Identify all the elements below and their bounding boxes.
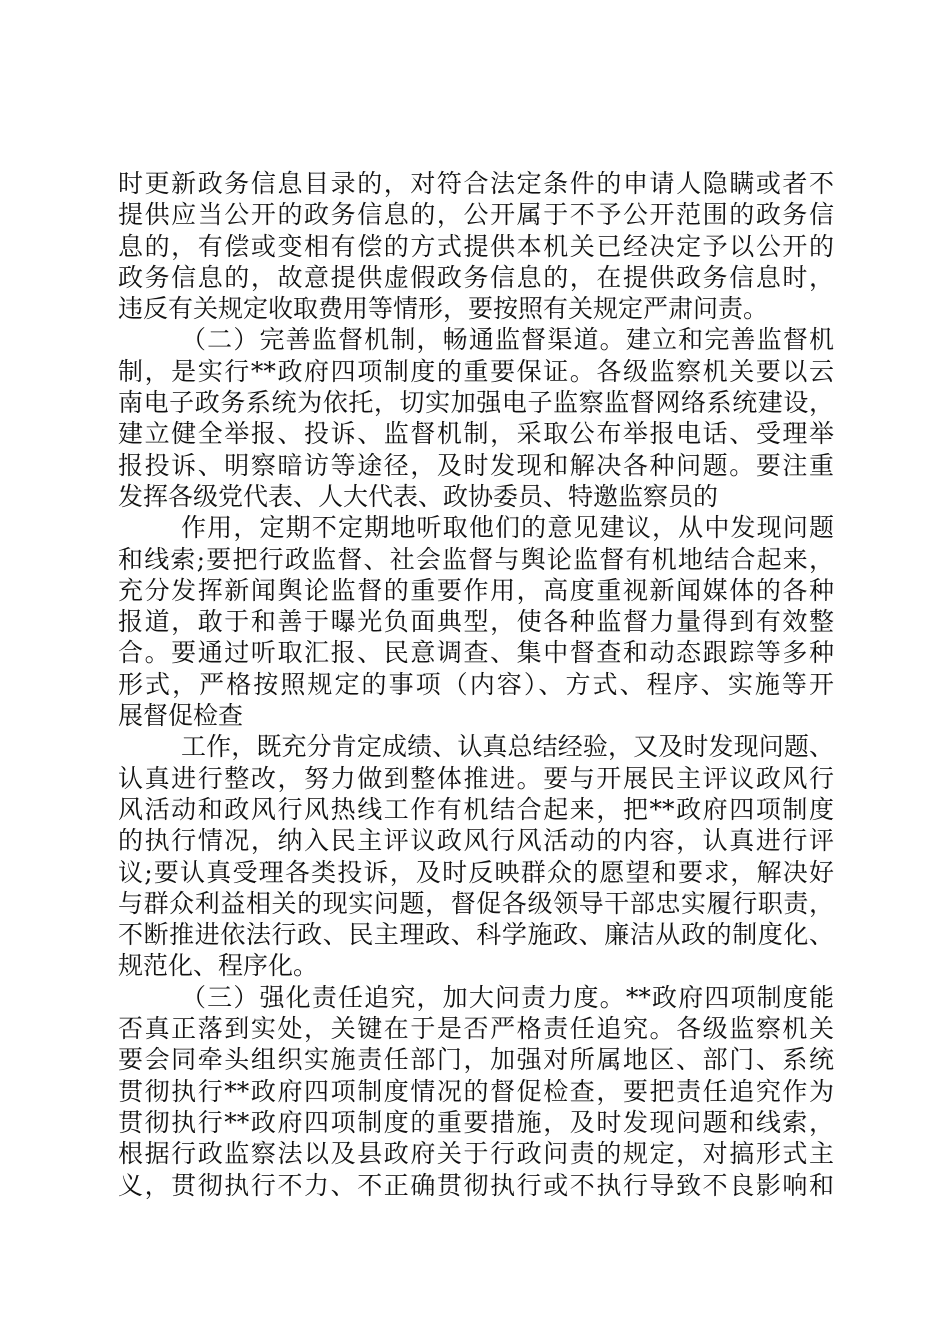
text-line: 合。要通过听取汇报、民意调查、集中督查和动态跟踪等多种 (118, 638, 834, 668)
text-line: 风活动和政风行风热线工作有机结合起来，把**政府四项制度 (118, 794, 834, 824)
text-line: 展督促检查 (118, 701, 244, 731)
text-line: 不断推进依法行政、民主理政、科学施政、廉洁从政的制度化、 (118, 920, 834, 950)
text-line: 发挥各级党代表、人大代表、政协委员、特邀监察员的 (118, 481, 719, 511)
text-line: 报道，敢于和善于曝光负面典型，使各种监督力量得到有效整 (118, 607, 834, 637)
text-line: （二）完善监督机制，畅通监督渠道。建立和完善监督机 (181, 325, 834, 355)
text-line: 议;要认真受理各类投诉，及时反映群众的愿望和要求，解决好 (118, 857, 834, 887)
text-line: 规范化、程序化。 (118, 951, 319, 981)
body-text (118, 168, 834, 1201)
text-line: 和线索;要把行政监督、社会监督与舆论监督有机地结合起来， (118, 544, 834, 574)
text-line: 充分发挥新闻舆论监督的重要作用，高度重视新闻媒体的各种 (118, 575, 834, 605)
text-line: 认真进行整改，努力做到整体推进。要与开展民主评议政风行 (118, 763, 834, 793)
text-line: 息的，有偿或变相有偿的方式提供本机关已经决定予以公开的 (118, 231, 834, 261)
text-line: 贯彻执行**政府四项制度情况的督促检查，要把责任追究作为 (118, 1076, 834, 1106)
text-line: （三）强化责任追究，加大问责力度。**政府四项制度能 (181, 982, 834, 1012)
text-line: 工作，既充分肯定成绩、认真总结经验，又及时发现问题、 (181, 732, 834, 762)
text-line: 报投诉、明察暗访等途径，及时发现和解决各种问题。要注重 (118, 450, 834, 480)
text-line: 的执行情况，纳入民主评议政风行风活动的内容，认真进行评 (118, 826, 834, 856)
text-line: 作用，定期不定期地听取他们的意见建议，从中发现问题 (181, 513, 834, 543)
text-line: 南电子政务系统为依托，切实加强电子监察监督网络系统建设， (118, 388, 834, 418)
text-line: 义，贯彻执行不力、不正确贯彻执行或不执行导致不良影响和 (118, 1170, 834, 1200)
text-line: 制，是实行**政府四项制度的重要保证。各级监察机关要以云 (118, 356, 834, 386)
text-line: 与群众利益相关的现实问题，督促各级领导干部忠实履行职责， (118, 888, 834, 918)
text-line: 根据行政监察法以及县政府关于行政问责的规定，对搞形式主 (118, 1139, 834, 1169)
text-line: 政务信息的，故意提供虚假政务信息的，在提供政务信息时， (118, 262, 834, 292)
text-line: 否真正落到实处，关键在于是否严格责任追究。各级监察机关 (118, 1014, 834, 1044)
text-line: 贯彻执行**政府四项制度的重要措施，及时发现问题和线索， (118, 1107, 834, 1137)
text-line: 违反有关规定收取费用等情形，要按照有关规定严肃问责。 (118, 294, 769, 324)
text-line: 建立健全举报、投诉、监督机制，采取公布举报电话、受理举 (118, 419, 834, 449)
text-line: 提供应当公开的政务信息的，公开属于不予公开范围的政务信 (118, 200, 834, 230)
text-line: 形式，严格按照规定的事项（内容）、方式、程序、实施等开 (118, 669, 834, 699)
text-line: 时更新政务信息目录的，对符合法定条件的申请人隐瞒或者不 (118, 169, 834, 198)
text-line: 要会同牵头组织实施责任部门，加强对所属地区、部门、系统 (118, 1045, 834, 1075)
